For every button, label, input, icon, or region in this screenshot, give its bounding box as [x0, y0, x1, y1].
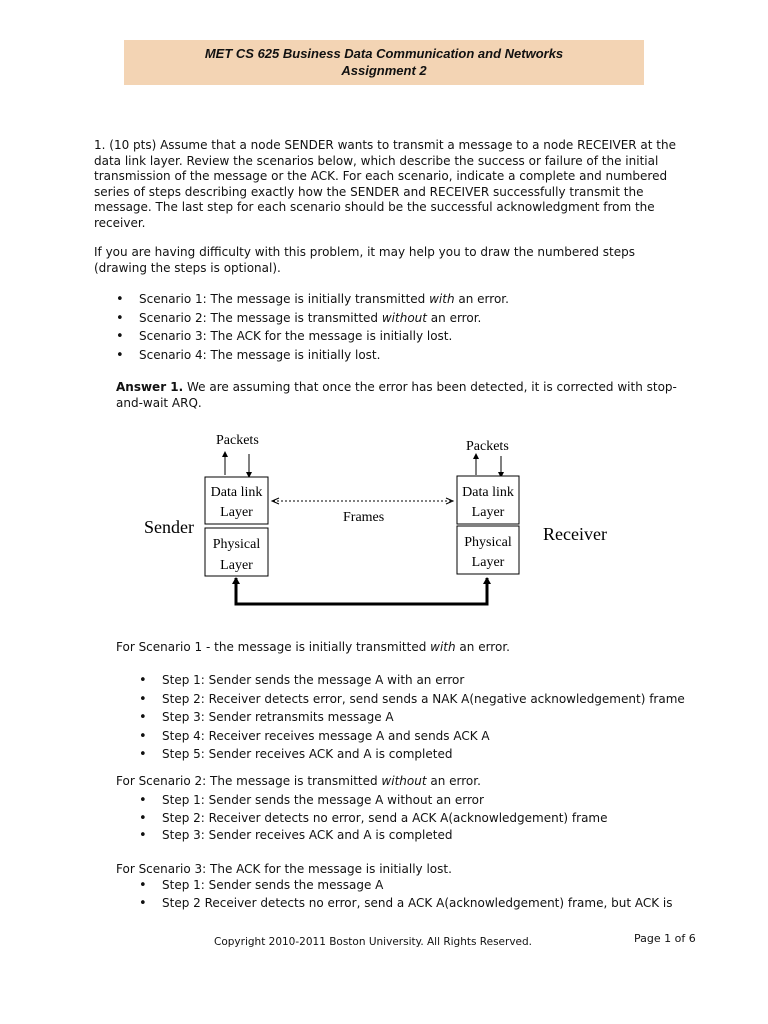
packets-label-left: Packets [216, 433, 259, 448]
question-line: series of steps describing exactly how the SENDER and RECEIVER successfully transmit the [94, 184, 644, 199]
scenario3-heading: For Scenario 3: The ACK for the message is initially lost. [116, 862, 452, 876]
scenario-item: • Scenario 4: The message is initially lost. [116, 348, 706, 367]
step-item: • Step 2 Receiver detects no error, send a ACK A(acknowledgement) frame, but ACK is [139, 896, 739, 914]
answer-line: We are assuming that once the error has been detected, it is corrected with stop- [183, 380, 677, 394]
sender-label: Sender [144, 517, 194, 537]
receiver-label: Receiver [543, 524, 607, 544]
physical-link-arrowhead-icon [232, 577, 240, 584]
physical-link-arrowhead-icon [483, 577, 491, 584]
question-line: receiver. [94, 215, 146, 230]
document-header [124, 40, 644, 85]
page-number: Page 1 of 6 [634, 932, 696, 945]
answer-line: and-wait ARQ. [116, 395, 202, 410]
scenario-item: • Scenario 3: The ACK for the message is initially lost. [116, 329, 706, 348]
assignment-title: Assignment 2 [341, 63, 427, 78]
step-item: • Step 1: Sender sends the message A without an error [139, 793, 739, 811]
physical-label: Physical [212, 537, 261, 552]
data-link-label: Data link [462, 485, 514, 500]
question-line: message. The last step for each scenario should be the successful acknowledgment from the [94, 200, 655, 214]
hint-line: (drawing the steps is optional). [94, 260, 281, 275]
frames-label: Frames [343, 510, 385, 525]
step-item: • Step 3: Sender retransmits message A [139, 710, 739, 729]
step-item: • Step 4: Receiver receives message A and sends ACK A [139, 729, 739, 748]
question-line: 1. (10 pts) Assume that a node SENDER wants to transmit a message to a node RECEIVER at the [94, 138, 676, 152]
layer-label: Layer [220, 558, 253, 573]
step-item: • Step 5: Sender receives ACK and A is completed [139, 747, 739, 766]
physical-label: Physical [464, 535, 512, 550]
layer-label: Layer [220, 505, 253, 520]
packets-label-right: Packets [466, 439, 509, 454]
data-link-diagram [0, 420, 768, 615]
answer-label: Answer 1. [116, 380, 184, 394]
course-title: MET CS 625 Business Data Communication and Networks [204, 46, 564, 61]
layer-label: Layer [471, 505, 505, 520]
scenario-item: • Scenario 1: The message is initially transmitted with an error. [116, 292, 706, 311]
step-item: • Step 3: Sender receives ACK and A is completed [139, 828, 739, 846]
question-line: data link layer. Review the scenarios below, which describe the success or failure of the initial [94, 153, 659, 168]
scenario1-steps [139, 673, 739, 766]
scenario3-steps [139, 878, 739, 913]
data-link-label: Data link [210, 485, 263, 500]
layer-label: Layer [471, 555, 505, 570]
step-item: • Step 1: Sender sends the message A [139, 878, 739, 896]
question-paragraph [94, 138, 706, 231]
scenario-item: • Scenario 2: The message is transmitted without an error. [116, 311, 706, 330]
step-item: • Step 2: Receiver detects no error, send a ACK A(acknowledgement) frame [139, 811, 739, 829]
scenario2-steps [139, 793, 739, 846]
answer-paragraph [116, 380, 706, 411]
physical-link-line [236, 578, 487, 604]
step-item: • Step 1: Sender sends the message A with an error [139, 673, 739, 692]
hint-line: If you are having difficulty with this problem, it may help you to draw the numbered steps [94, 245, 635, 259]
question-line: transmission of the message or the ACK. For each scenario, indicate a complete and numbered [94, 169, 668, 183]
scenario2-heading: For Scenario 2: The message is transmitted without an error. [116, 774, 481, 788]
copyright-footer: Copyright 2010-2011 Boston University. All Rights Reserved. [214, 936, 533, 948]
scenario1-heading: For Scenario 1 - the message is initially transmitted with an error. [116, 640, 510, 654]
hint-paragraph [94, 245, 706, 276]
step-item: • Step 2: Receiver detects error, send sends a NAK A(negative acknowledgement) frame [139, 692, 739, 711]
scenario-list [116, 292, 706, 366]
